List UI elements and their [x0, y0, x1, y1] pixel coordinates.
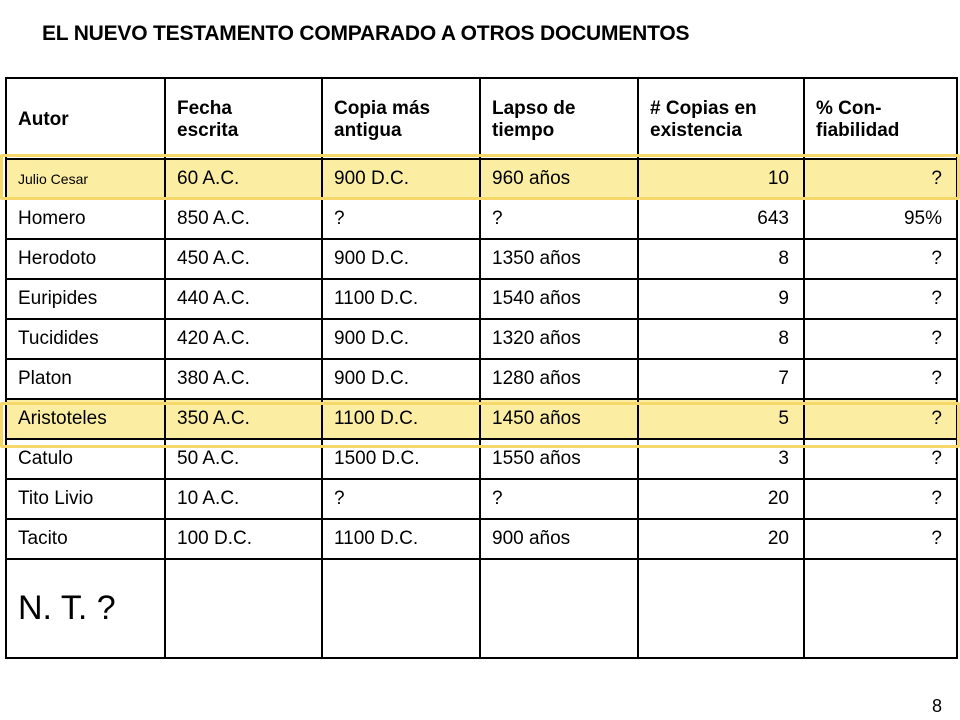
table-cell-confiabilidad: ?	[804, 519, 957, 559]
table-row-tacito	[6, 519, 957, 559]
table-cell-autor: Tacito	[6, 519, 165, 559]
table-cell-fecha: 450 A.C.	[165, 239, 322, 279]
table-cell-copias: 7	[638, 359, 804, 399]
table-row-tito-livio	[6, 479, 957, 519]
header-lapso-de-tiempo: Lapso de tiempo	[480, 78, 638, 159]
table-row-julio-cesar	[6, 159, 957, 199]
table-cell-confiabilidad	[804, 559, 957, 658]
table-cell-fecha: 10 A.C.	[165, 479, 322, 519]
table-cell-copias: 20	[638, 519, 804, 559]
table-row-homero	[6, 199, 957, 239]
page-number: 8	[931, 696, 942, 716]
comparison-table	[5, 77, 958, 659]
header-autor: Autor	[6, 78, 165, 159]
table-cell-copias: 20	[638, 479, 804, 519]
table-cell-lapso: 1320 años	[480, 319, 638, 359]
table-cell-lapso: 960 años	[480, 159, 638, 199]
table-cell-fecha: 440 A.C.	[165, 279, 322, 319]
table-cell-confiabilidad: ?	[804, 439, 957, 479]
table-cell-autor: Catulo	[6, 439, 165, 479]
table-cell-autor: N. T. ?	[6, 559, 165, 658]
table-cell-lapso: ?	[480, 199, 638, 239]
page-title: EL NUEVO TESTAMENTO COMPARADO A OTROS DOCUMENTOS	[42, 22, 690, 45]
table-cell-copia: 900 D.C.	[322, 359, 480, 399]
table-cell-fecha: 850 A.C.	[165, 199, 322, 239]
table-cell-copia: 900 D.C.	[322, 319, 480, 359]
table-cell-copias: 643	[638, 199, 804, 239]
table-cell-copia: ?	[322, 479, 480, 519]
table-cell-confiabilidad: ?	[804, 159, 957, 199]
table-cell-autor: Platon	[6, 359, 165, 399]
table-cell-copia: 1100 D.C.	[322, 279, 480, 319]
table-cell-lapso: ?	[480, 479, 638, 519]
table-row-tucidides	[6, 319, 957, 359]
table-cell-fecha: 380 A.C.	[165, 359, 322, 399]
table-cell-copias: 5	[638, 399, 804, 439]
table-cell-fecha: 100 D.C.	[165, 519, 322, 559]
table-cell-fecha	[165, 559, 322, 658]
table-row-herodoto	[6, 239, 957, 279]
table-cell-lapso: 900 años	[480, 519, 638, 559]
table-cell-fecha: 50 A.C.	[165, 439, 322, 479]
table-row-euripides	[6, 279, 957, 319]
header-fecha-escrita: Fecha escrita	[165, 78, 322, 159]
table-cell-autor: Herodoto	[6, 239, 165, 279]
table-cell-confiabilidad: ?	[804, 359, 957, 399]
table-cell-copias: 10	[638, 159, 804, 199]
table-cell-confiabilidad: ?	[804, 399, 957, 439]
table-cell-fecha: 60 A.C.	[165, 159, 322, 199]
table-cell-copia: 1100 D.C.	[322, 399, 480, 439]
table-cell-autor: Tucidides	[6, 319, 165, 359]
table-cell-copias	[638, 559, 804, 658]
table-cell-lapso: 1450 años	[480, 399, 638, 439]
table-cell-autor: Homero	[6, 199, 165, 239]
table-row-nuevo-testamento	[6, 559, 957, 658]
header-copias-en-existencia: # Copias en existencia	[638, 78, 804, 159]
table-cell-copia: 1100 D.C.	[322, 519, 480, 559]
table-cell-lapso: 1550 años	[480, 439, 638, 479]
table-cell-copias: 3	[638, 439, 804, 479]
table-row-aristoteles	[6, 399, 957, 439]
table-cell-copias: 8	[638, 319, 804, 359]
table-cell-confiabilidad: ?	[804, 239, 957, 279]
table-cell-confiabilidad: ?	[804, 279, 957, 319]
table-cell-copia: 900 D.C.	[322, 239, 480, 279]
table-cell-fecha: 420 A.C.	[165, 319, 322, 359]
table-cell-autor: Euripides	[6, 279, 165, 319]
table-cell-copia: ?	[322, 199, 480, 239]
table-cell-confiabilidad: 95%	[804, 199, 957, 239]
table-cell-fecha: 350 A.C.	[165, 399, 322, 439]
header-confiabilidad: % Con- fiabilidad	[804, 78, 957, 159]
table-cell-lapso: 1540 años	[480, 279, 638, 319]
table-cell-copia	[322, 559, 480, 658]
table-cell-autor: Tito Livio	[6, 479, 165, 519]
table-cell-copia: 1500 D.C.	[322, 439, 480, 479]
table-cell-copias: 9	[638, 279, 804, 319]
table-row-platon	[6, 359, 957, 399]
table-cell-lapso	[480, 559, 638, 658]
table-cell-autor: Aristoteles	[6, 399, 165, 439]
table-cell-autor: Julio Cesar	[6, 159, 165, 199]
table-cell-lapso: 1280 años	[480, 359, 638, 399]
header-copia-mas-antigua: Copia más antigua	[322, 78, 480, 159]
table-cell-confiabilidad: ?	[804, 319, 957, 359]
table-cell-copia: 900 D.C.	[322, 159, 480, 199]
table-cell-copias: 8	[638, 239, 804, 279]
table-cell-lapso: 1350 años	[480, 239, 638, 279]
header-row	[6, 78, 957, 159]
table-row-catulo	[6, 439, 957, 479]
table-cell-confiabilidad: ?	[804, 479, 957, 519]
